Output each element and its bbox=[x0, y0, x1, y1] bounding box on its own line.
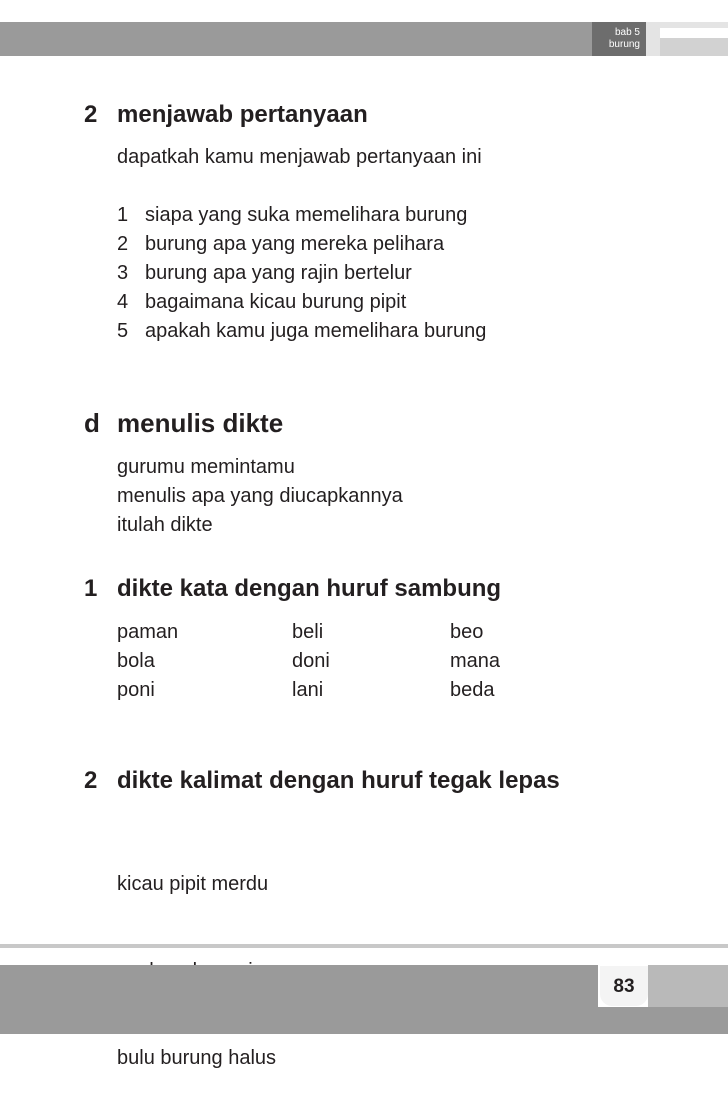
word-item: doni bbox=[292, 650, 330, 672]
word-item: lani bbox=[292, 679, 324, 701]
word-item: mana bbox=[450, 650, 501, 672]
text-line: gurumu memintamu bbox=[117, 456, 295, 478]
section-number: 2 bbox=[84, 767, 98, 794]
word-item: poni bbox=[117, 679, 155, 701]
list-item: 3 burung apa yang rajin bertelur bbox=[117, 262, 412, 284]
header-bar bbox=[0, 22, 592, 56]
footer-base bbox=[0, 1007, 728, 1034]
section-number: 1 bbox=[84, 575, 98, 602]
question-list bbox=[117, 201, 486, 346]
section-title: dikte kalimat dengan huruf tegak lepas bbox=[117, 767, 560, 794]
footer-bar bbox=[0, 965, 598, 1007]
list-item: 1 siapa yang suka memelihara burung bbox=[117, 204, 468, 226]
section-title: dikte kata dengan huruf sambung bbox=[117, 575, 502, 602]
word-item: paman bbox=[117, 621, 179, 643]
text-line: menulis apa yang diucapkannya bbox=[117, 485, 403, 507]
page-number: 83 bbox=[600, 966, 648, 1006]
section-title: menulis dikte bbox=[117, 408, 284, 438]
topic-label: burung bbox=[608, 39, 640, 50]
word-column-3 bbox=[450, 618, 500, 705]
sentence-list bbox=[117, 812, 276, 1102]
text-line: itulah dikte bbox=[117, 514, 213, 536]
word-item: bola bbox=[117, 650, 155, 672]
word-item: beo bbox=[450, 621, 484, 643]
footer-rule bbox=[0, 944, 728, 948]
list-item: 2 burung apa yang mereka pelihara bbox=[117, 233, 445, 255]
word-column-2 bbox=[292, 618, 330, 705]
sentence-line: bulu burung halus bbox=[117, 1047, 277, 1069]
section-intro: dapatkah kamu menjawab pertanyaan ini bbox=[117, 146, 482, 168]
word-item: beli bbox=[292, 621, 324, 643]
section-number: 2 bbox=[84, 101, 98, 128]
sentence-line: kicau pipit merdu bbox=[117, 873, 269, 895]
chapter-tab bbox=[592, 22, 646, 56]
section-title: menjawab pertanyaan bbox=[117, 101, 368, 128]
footer-decoration bbox=[648, 965, 728, 1007]
list-item: 4 bagaimana kicau burung pipit bbox=[117, 291, 407, 313]
list-item: 5 apakah kamu juga memelihara burung bbox=[117, 320, 487, 342]
section-letter: d bbox=[84, 408, 100, 438]
section-body bbox=[117, 453, 403, 540]
chapter-label: bab 5 bbox=[614, 27, 640, 38]
header-decoration bbox=[646, 22, 728, 56]
word-item: beda bbox=[450, 679, 495, 701]
word-column-1 bbox=[117, 618, 178, 705]
